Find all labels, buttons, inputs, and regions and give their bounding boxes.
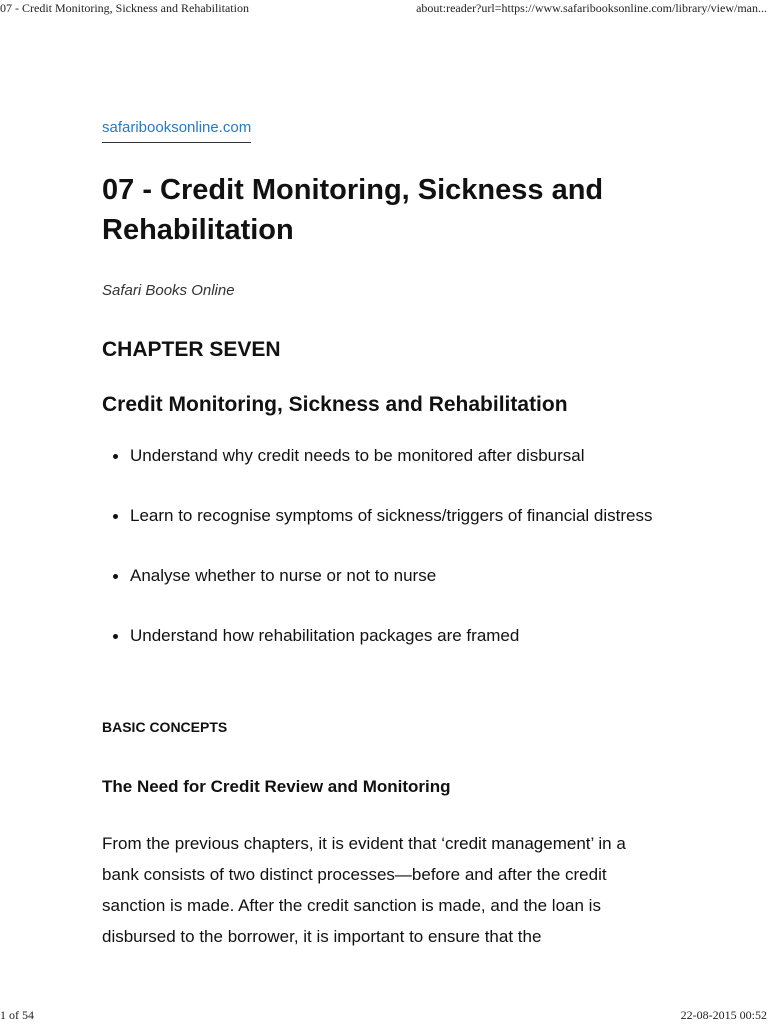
print-header-url: about:reader?url=https://www.safaribooksonline.com/library/view/man... [416,1,767,15]
list-item [102,501,662,531]
list-item-text: Analyse whether to nurse or not to nurse [130,566,437,585]
print-footer [0,1007,768,1025]
chapter-label: CHAPTER SEVEN [102,338,281,361]
print-header-title: 07 - Credit Monitoring, Sickness and Rehabilitation [0,1,249,15]
chapter-heading: Credit Monitoring, Sickness and Rehabilitation [102,393,568,416]
list-item [102,441,662,471]
list-item [102,621,662,651]
article-title: 07 - Credit Monitoring, Sickness and Rehabilitation [102,174,604,246]
print-header [0,0,768,18]
article-byline: Safari Books Online [102,282,235,299]
section-heading: The Need for Credit Review and Monitoring [102,777,451,796]
bullet-icon [113,454,118,459]
list-item-text: Understand why credit needs to be monitored after disbursal [130,446,585,465]
bullet-icon [113,514,118,519]
list-item-text: Understand how rehabilitation packages are framed [130,626,520,645]
site-link[interactable]: safaribooksonline.com [102,118,251,143]
list-item-text: Learn to recognise symptoms of sickness/triggers of financial distress [130,506,653,525]
list-item [102,561,662,591]
print-datetime: 22-08-2015 00:52 [680,1008,767,1022]
objectives-list [102,441,662,681]
bullet-icon [113,634,118,639]
basic-concepts-heading: BASIC CONCEPTS [102,719,228,735]
page-count: 1 of 54 [0,1008,34,1022]
body-paragraph: From the previous chapters, it is evident that ‘credit management’ in a bank consists of two distinct processes—before and after the credit sanction is made. After the credit sanction is made, and the loan is disbursed to the borrower, it is important to ensure that the [102,834,626,946]
bullet-icon [113,574,118,579]
